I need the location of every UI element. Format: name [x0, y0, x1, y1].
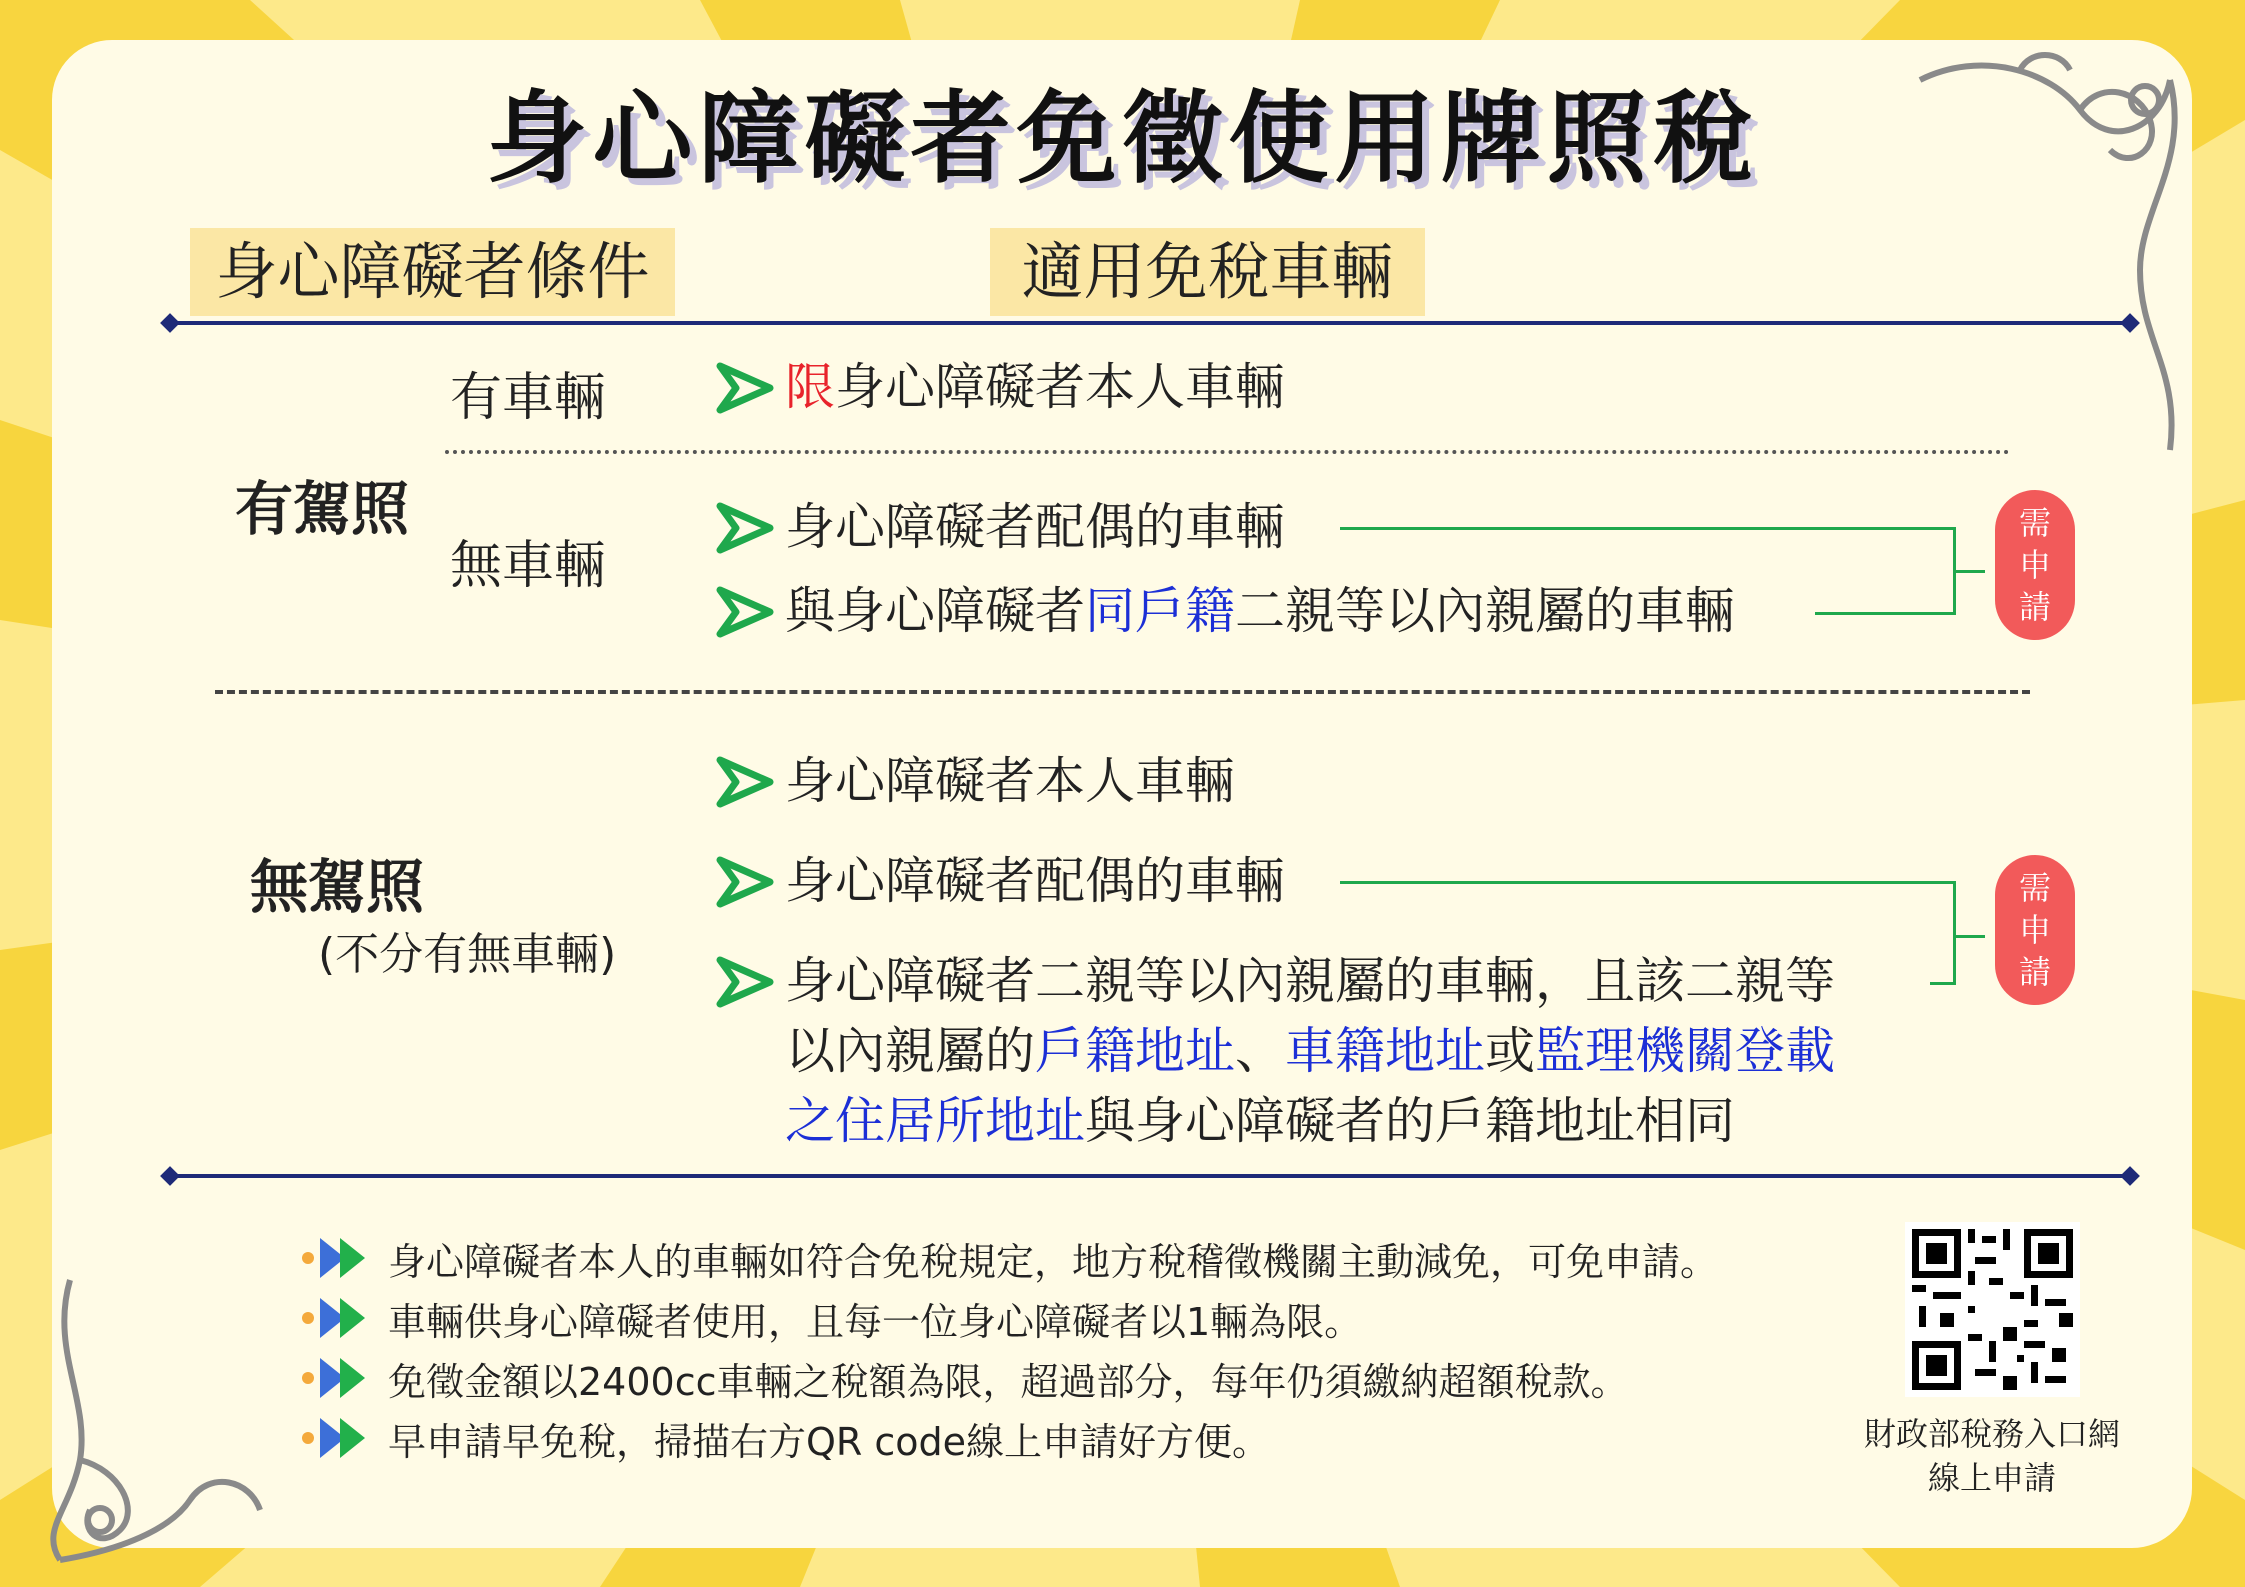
note-item — [300, 1228, 1718, 1288]
qr-caption — [1832, 1412, 2152, 1500]
text-part: 或 — [1485, 1022, 1535, 1080]
double-arrow-bullet-icon — [300, 1353, 380, 1403]
badge-char: 請 — [2018, 588, 2051, 626]
apply-required-badge — [1995, 490, 2075, 640]
qr-code-icon — [1905, 1222, 2080, 1397]
note-item — [300, 1408, 1718, 1468]
arrow-icon — [712, 752, 780, 812]
text-part: 與身心障礙者的戶籍地址相同 — [1085, 1092, 1735, 1150]
note-text: 身心障礙者本人的車輛如符合免稅規定，地方稅稽徵機關主動減免，可免申請。 — [388, 1239, 1719, 1284]
item-relatives-line3 — [785, 1086, 1735, 1156]
item-relatives-line1: 身心障礙者二親等以內親屬的車輛，且該二親等 — [785, 952, 1835, 1010]
bracket-line — [1953, 881, 1956, 985]
badge-char: 申 — [2018, 546, 2051, 584]
bracket-line — [1930, 982, 1955, 985]
item-household-relatives — [785, 576, 1735, 646]
note-text: 車輛供身心障礙者使用，且每一位身心障礙者以1輛為限。 — [388, 1299, 1363, 1344]
unlicensed-label: 無駕照 — [250, 853, 425, 921]
item-spouse-vehicle-2: 身心障礙者配偶的車輛 — [785, 852, 1285, 910]
unlicensed-sublabel: (不分有無車輛) — [318, 929, 617, 980]
bottom-rule — [170, 1174, 2130, 1178]
household-address-highlight: 戶籍地址 — [1035, 1022, 1235, 1080]
corner-ornament-bottom-left — [30, 1270, 270, 1570]
qr-code[interactable] — [1905, 1222, 2080, 1397]
page-title: 身心障礙者免徵使用牌照稅 — [486, 80, 1759, 197]
badge-char: 需 — [2018, 504, 2051, 542]
arrow-icon — [712, 498, 780, 558]
text-part: 以內親屬的 — [785, 1022, 1035, 1080]
own-vehicle-text: 身心障礙者本人車輛 — [835, 358, 1285, 416]
badge-char: 請 — [2018, 953, 2051, 991]
note-item — [300, 1288, 1718, 1348]
item-own-vehicle-2: 身心障礙者本人車輛 — [785, 752, 1235, 810]
arrow-icon — [712, 358, 780, 418]
qr-caption-line1: 財政部稅務入口網 — [1863, 1415, 2120, 1453]
header-vehicle: 適用免稅車輛 — [990, 228, 1425, 316]
double-arrow-bullet-icon — [300, 1413, 380, 1463]
residence-highlight: 之住居所地址 — [785, 1092, 1085, 1150]
item-spouse-vehicle: 身心障礙者配偶的車輛 — [785, 498, 1285, 556]
bracket-line — [1955, 935, 1985, 938]
bracket-line — [1340, 881, 1955, 884]
double-arrow-bullet-icon — [300, 1293, 380, 1343]
note-text: 免徵金額以2400cc車輛之稅額為限，超過部分，每年仍須繳納超額稅款。 — [388, 1359, 1629, 1404]
qr-caption-line2: 線上申請 — [1927, 1459, 2056, 1497]
bracket-line — [1815, 612, 1955, 615]
note-item — [300, 1348, 1718, 1408]
text-part: 與身心障礙者 — [785, 582, 1085, 640]
arrow-icon — [712, 852, 780, 912]
same-household-highlight: 同戶籍 — [1085, 582, 1235, 640]
has-car-label: 有車輛 — [450, 368, 607, 428]
dashed-divider — [215, 690, 2030, 694]
vehicle-address-highlight: 車籍地址 — [1285, 1022, 1485, 1080]
arrow-icon — [712, 582, 780, 642]
text-part: 、 — [1235, 1022, 1285, 1080]
badge-char: 申 — [2018, 911, 2051, 949]
header-condition: 身心障礙者條件 — [190, 228, 675, 316]
no-car-label: 無車輛 — [450, 536, 607, 596]
apply-required-badge — [1995, 855, 2075, 1005]
bracket-line — [1955, 570, 1985, 573]
registry-highlight: 監理機關登載 — [1535, 1022, 1835, 1080]
double-arrow-bullet-icon — [300, 1233, 380, 1283]
badge-char: 需 — [2018, 869, 2051, 907]
note-text: 早申請早免稅，掃描右方QR code線上申請好方便。 — [388, 1419, 1271, 1464]
only-prefix: 限 — [785, 358, 835, 416]
notes-list — [300, 1228, 1718, 1468]
item-own-vehicle — [785, 352, 1285, 422]
top-rule — [170, 321, 2130, 325]
text-part: 二親等以內親屬的車輛 — [1235, 582, 1735, 640]
item-relatives-line2 — [785, 1016, 1835, 1086]
dotted-divider — [445, 450, 2010, 454]
licensed-label: 有駕照 — [235, 475, 410, 543]
arrow-icon — [712, 952, 780, 1012]
bracket-line — [1340, 527, 1955, 530]
